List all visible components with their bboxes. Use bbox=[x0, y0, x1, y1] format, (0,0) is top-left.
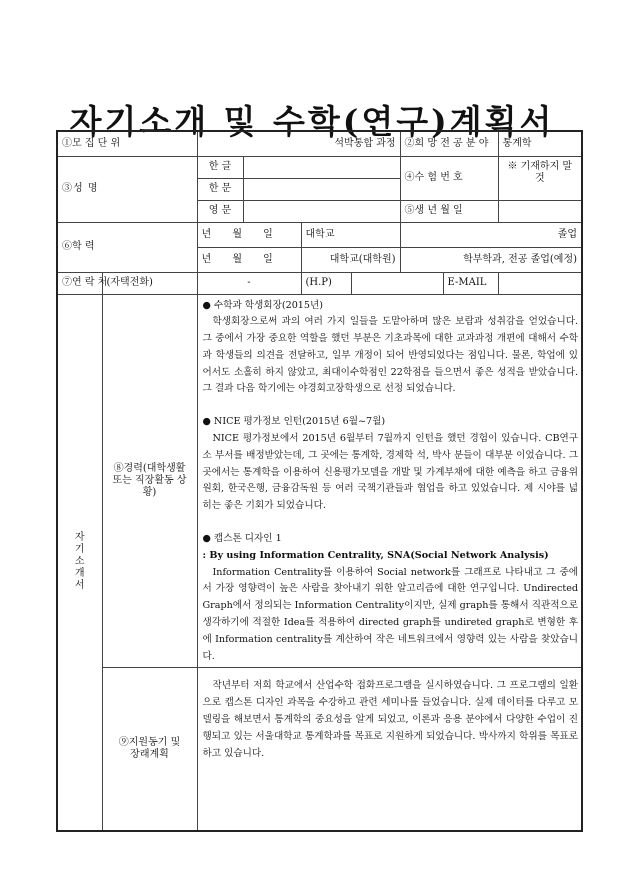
career-section-2-heading: ● NICE 평가정보 인턴(2015년 6월~7월) bbox=[202, 416, 386, 428]
email-label: E-MAIL bbox=[443, 272, 498, 294]
birthdate-label: ⑤생 년 월 일 bbox=[400, 200, 498, 222]
contact-label: ⑦연 락 처 bbox=[57, 272, 102, 294]
education-2-school: 대학교(대학원) bbox=[301, 247, 400, 272]
application-form bbox=[56, 130, 583, 832]
name-label: ③성 명 bbox=[57, 156, 197, 222]
career-section-3-subtitle: : By using Information Centrality, SNA(Social Network Analysis) bbox=[202, 549, 549, 561]
self-intro-side-label bbox=[57, 294, 102, 831]
desired-major-value: 통계학 bbox=[498, 131, 582, 156]
birthdate-field[interactable] bbox=[498, 200, 582, 222]
career-section-1-body: 학생회장으로써 과의 여러 가지 일들을 도맡아하며 많은 보람과 성취감을 얻었습니다. 그 중에서 가장 중요한 역할을 했던 부분은 기초과목에 대한 교과과정 개편에 대해서 수학과 학생들의 의견을 전달하고, 일부 개정이 되어 반영되었다는 점입니다. 물론, 학업에 있어서도 소홀히 하지 않았고, 최대이수학점인 22학점을 들으면서 좋은 성적을 받았습니다. 그 결과 다음 학기에는 야경회고장학생으로 선정 되었습니다. bbox=[202, 316, 579, 395]
education-1-status: 졸업 bbox=[400, 222, 582, 247]
recruit-unit-label: ①모 집 단 위 bbox=[57, 131, 197, 156]
career-section-3-heading: ● 캡스톤 디자인 1 bbox=[202, 533, 282, 545]
side-char: 개 bbox=[74, 568, 85, 580]
side-char: 기 bbox=[74, 544, 85, 556]
home-phone-value[interactable]: - bbox=[197, 272, 301, 294]
hp-value[interactable] bbox=[351, 272, 443, 294]
hp-label: (H.P) bbox=[301, 272, 351, 294]
name-korean-field[interactable] bbox=[243, 156, 400, 178]
name-hanja-field[interactable] bbox=[243, 178, 400, 200]
career-content[interactable] bbox=[197, 294, 582, 668]
name-english-field[interactable] bbox=[243, 200, 400, 222]
career-label: ⑧경력(대학생활 또는 직장활동 상황) bbox=[102, 294, 197, 668]
side-char: 자 bbox=[74, 532, 85, 544]
name-english-label: 영 문 bbox=[197, 200, 243, 222]
career-section-1-heading: ● 수학과 학생회장(2015년) bbox=[202, 299, 324, 311]
email-value[interactable] bbox=[498, 272, 582, 294]
page-title: 자기소개 및 수학(연구)계획서 bbox=[69, 102, 555, 141]
education-1-date: 년 월 일 bbox=[197, 222, 301, 247]
education-2-status: 학부학과, 전공 졸업(예정) bbox=[400, 247, 582, 272]
exam-number-note: ※ 기재하지 말 것 bbox=[498, 156, 582, 200]
desired-major-label: ②희 망 전 공 분 야 bbox=[400, 131, 498, 156]
motivation-label: ⑨지원동기 및 장래계획 bbox=[102, 668, 197, 831]
education-2-date: 년 월 일 bbox=[197, 247, 301, 272]
side-char: 서 bbox=[74, 580, 85, 592]
exam-number-label: ④수 험 번 호 bbox=[400, 156, 498, 200]
motivation-content[interactable] bbox=[197, 668, 582, 831]
side-char: 소 bbox=[74, 556, 85, 568]
home-phone-label: (자택전화) bbox=[102, 272, 197, 294]
education-label: ⑥학 력 bbox=[57, 222, 197, 272]
career-section-2-body: NICE 평가정보에서 2015년 6월부터 7월까지 인턴을 했던 경험이 있습니다. CB연구소 부서를 배정받았는데, 그 곳에는 통계학, 경제학 석, 박사 분들이 대부분 이었습니다. 그곳에서는 통계학을 이용하여 신용평가모델을 개발 및 가계부채에 대한 예측을 하고 금융위원회, 한국은행, 금융감독원 등 여러 국책기관들과 협업을 하고 있었습니다. 제 시야를 넓히는 좋은 기회가 되었습니다. bbox=[202, 433, 579, 512]
name-hanja-label: 한 문 bbox=[197, 178, 243, 200]
career-section-3-body: Information Centrality를 이용하여 Social network를 그래프로 나타내고 그 중에서 가장 영향력이 높은 사람을 찾아내기 위한 알고리즘에 대한 연구입니다. Undirected Graph에서 정의되는 Information Centrality이지만, 실제 graph를 통해서 직관적으로 생각하기에 적절한 Idea를 적용하여 directed graph를 undireted graph로 변형한 후에 Information centrality를 계산하여 작은 네트워크에서 영향력 있는 사람을 찾았습니다. bbox=[202, 566, 579, 662]
motivation-body: 작년부터 저희 학교에서 산업수학 접화프로그램을 실시하였습니다. 그 프로그램의 일환으로 캡스톤 디자인 과목을 수강하고 관련 세미나를 들었습니다. 실제 데이터를 다루고 모델링을 해보면서 통계학의 중요성을 알게 되었고, 이론과 응용 분야에서 다양한 수업이 진행되고 있는 서울대학교 통계학과를 목표로 지원하게 되었습니다. 박사까지 학위를 목표로 하고 있습니다. bbox=[202, 680, 579, 759]
recruit-unit-value: 석박통합 과정 bbox=[197, 131, 400, 156]
name-korean-label: 한 글 bbox=[197, 156, 243, 178]
education-1-school: 대학교 bbox=[301, 222, 400, 247]
